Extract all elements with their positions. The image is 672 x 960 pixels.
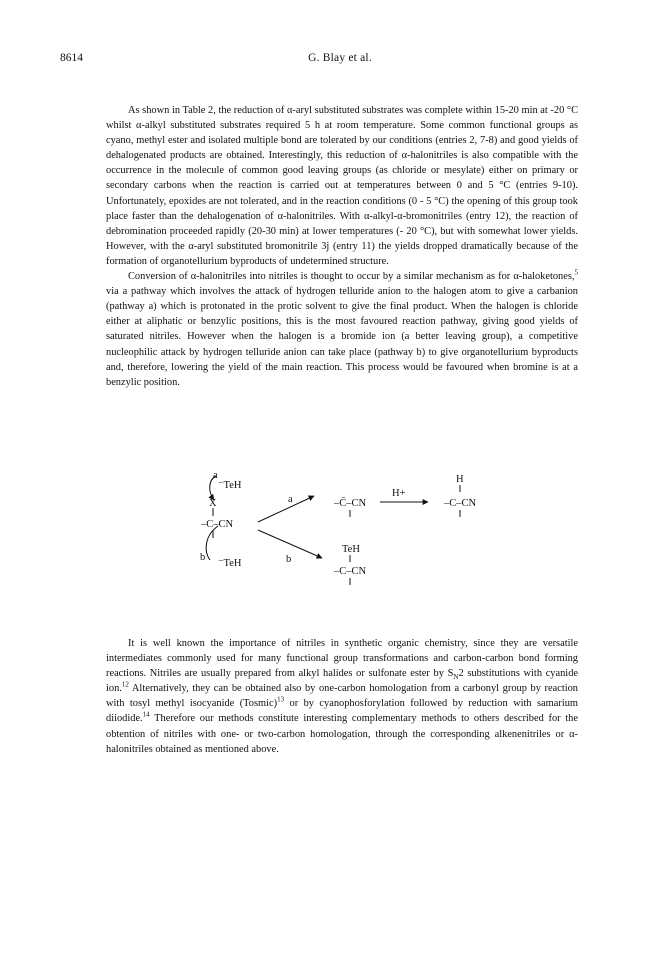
scheme-hplus: H+ xyxy=(392,488,406,499)
nitriles-text-1: It is well known the importance of nitriles in synthetic organic chemistry, since they are versatile intermediates commonly used for many functional group transformations and carbon-carbon bond forming reactions. Nitriles are usually prepared from alkyl halides or sulfonate ester by S xyxy=(106,638,578,680)
body-text-lower xyxy=(106,636,578,757)
mechanism-text-start: Conversion of α-halonitriles into nitriles is thought to occur by a similar mechanism as for α-haloketones, xyxy=(128,271,575,283)
scheme-curl-label-a: a xyxy=(213,470,218,481)
scheme-teh-product: –C–CN xyxy=(334,566,367,577)
nitriles-text-4: or by cyanophosforylation followed by reduction with samarium diiodide. xyxy=(106,698,578,725)
paragraph-nitriles-importance xyxy=(106,636,578,757)
reference-13: 13 xyxy=(277,695,285,704)
running-head: G. Blay et al. xyxy=(308,52,372,64)
body-text-upper xyxy=(106,103,578,390)
sn-subscript: N xyxy=(453,673,459,682)
page-number: 8614 xyxy=(60,52,83,64)
nitriles-text-2: 2 substitutions with cyanide ion. xyxy=(106,668,579,695)
scheme-teh-bottom: ⁻TeH xyxy=(218,558,242,569)
page-header xyxy=(60,52,620,68)
curly-arrow-b-stem xyxy=(206,526,218,560)
scheme-teh-top: ⁻TeH xyxy=(218,480,242,491)
mechanism-text-rest: via a pathway which involves the attack of hydrogen telluride anion to the halogen atom to give a carbanion (pathway a) which is protonated in the protic solvent to give the final product. When the halogen is chloride either at aliphatic or benzylic positions, this is the most favoured reaction pathway, giving good yields of saturated nitriles. However when the halogen is a bromide ion (a better leaving group), a competitive nucleophilic attack by hydrogen telluride anion can take place (pathway b) to give organotellurium byproducts and, therefore, lowering the yield of the main reaction. This process would be favoured when bromine is at a benzylic position. xyxy=(106,286,578,388)
reference-12: 12 xyxy=(121,680,129,689)
scheme-label-b: b xyxy=(286,554,292,565)
nitriles-text-3: Alternatively, they can be obtained also by one-carbon homologation from a carbonyl group by reaction with tosyl methyl isocyanide (Tosmic) xyxy=(106,683,578,710)
paragraph-mechanism xyxy=(106,269,578,390)
arrow-pathway-a xyxy=(258,496,314,522)
paragraph-reduction-results: As shown in Table 2, the reduction of α-aryl substituted substrates was complete within 15-20 min at -20 °C whilst α-alkyl substituted substrates required 5 h at room temperature. Some common functional groups as cyano, methyl ester and isolated multiple bond are tolerated by our conditions (entries 2, 7-8) and good yields of dehalogenated products are obtained. Interestingly, this reduction of α-halonitriles is also compatible with the occurrence in the molecule of common good leaving groups (as chloride or mesylate) either on primary or secondary carbons when the reaction is carried out at temperatures between 0 and 5 °C (entries 9-10). Unfortunately, epoxides are not tolerated, and in the reaction conditions (0 - 5 °C) the opening of this group took place faster than the dehalogenation of α-halonitriles. With α-alkyl-α-bromonitriles (entry 12), the reaction of debromination proceeded rapidly (20-30 min) at lower temperatures (- 20 °C), but with somewhat lower yields. However, with the α-aryl substituted bromonitrile 3j (entry 11) the yields dropped dramatically because of the formation of organotellurium byproducts of undetermined structure. xyxy=(106,105,578,267)
scheme-teh-product-top: TeH xyxy=(342,544,360,555)
reference-5: 5 xyxy=(574,268,578,277)
scheme-curl-label-b: b xyxy=(200,552,206,563)
scheme-product-h: H xyxy=(456,474,464,485)
reference-14: 14 xyxy=(142,711,150,719)
scheme-label-a: a xyxy=(288,494,293,505)
scheme-halogen-x: X xyxy=(209,498,217,509)
scheme-carbanion: –C̄–CN xyxy=(334,498,367,509)
scheme-substrate-c-cn: –C–CN xyxy=(201,519,234,530)
mechanism-scheme xyxy=(196,470,516,600)
nitriles-text-5: Therefore our methods constitute interesting complementary methods to others described for the obtention of nitriles with one- or two-carbon homologation, through the corresponding alkenenitriles or α-halonitriles obtained as mentioned above. xyxy=(106,713,578,755)
scheme-product: –C–CN xyxy=(444,498,477,509)
